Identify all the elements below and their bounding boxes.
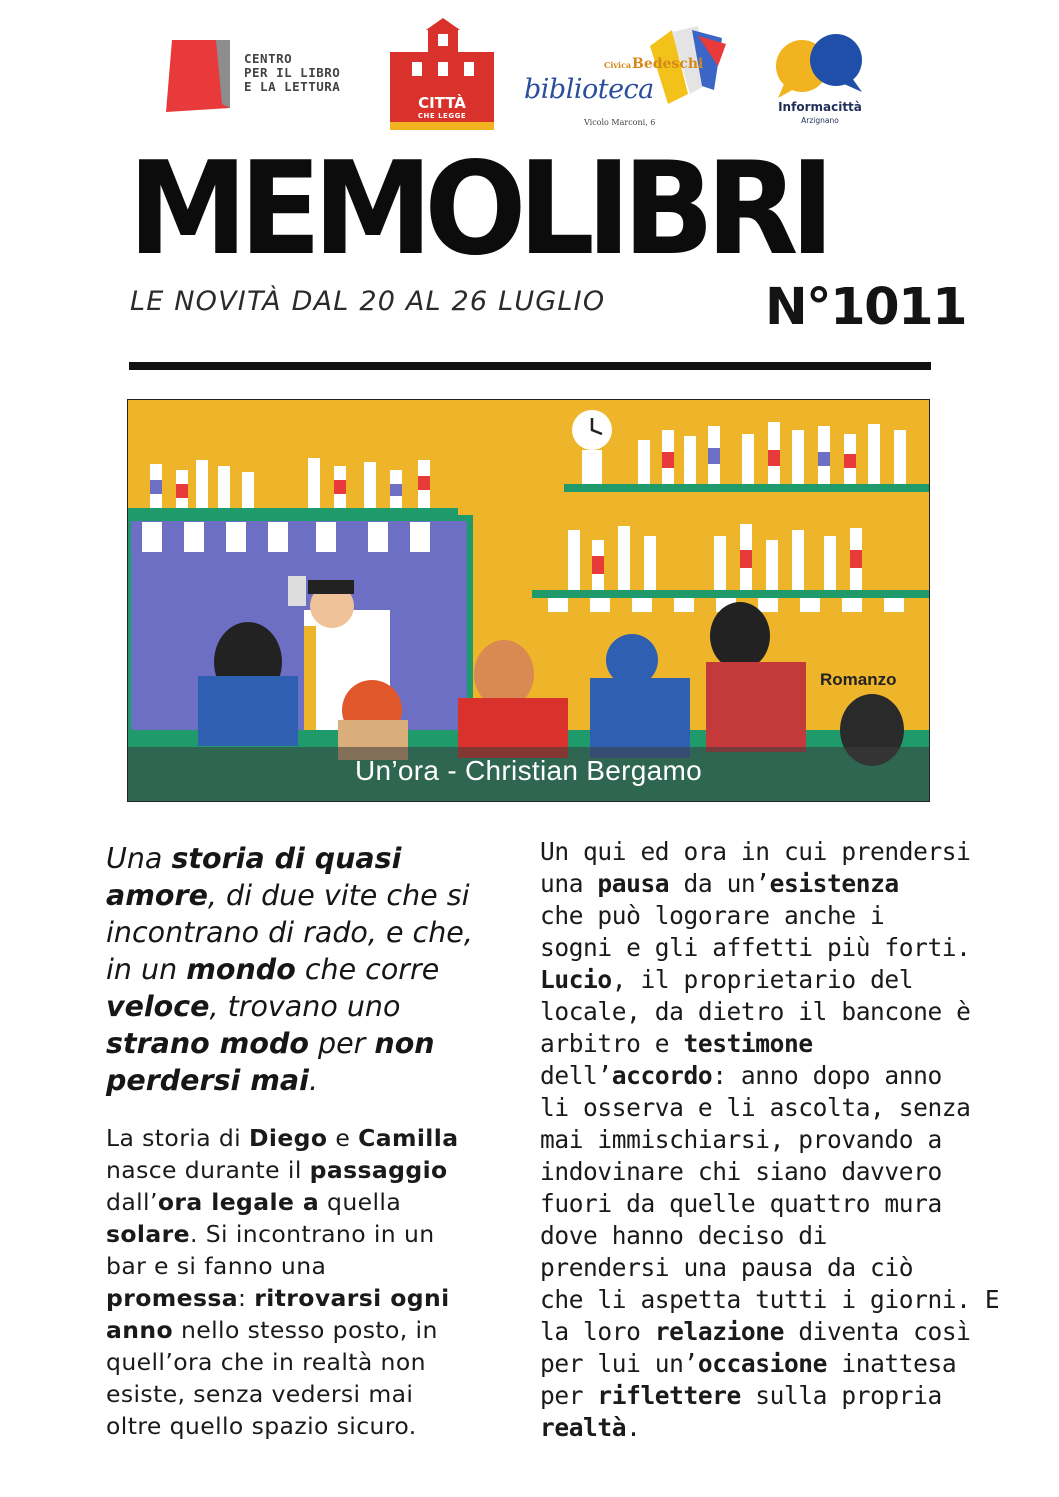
- body-text: nasce durante il: [106, 1156, 310, 1184]
- right-column-line: [540, 1380, 980, 1412]
- body-text: prendersi una pausa da ciò: [540, 1253, 914, 1282]
- left-column-line: [106, 1378, 526, 1410]
- right-column-line: [540, 1028, 980, 1060]
- right-column-line: [540, 1092, 980, 1124]
- emphasis-text: Camilla: [358, 1124, 459, 1152]
- logo-biblioteca-bedeschi: [522, 24, 732, 132]
- emphasis-text: amore: [106, 879, 208, 912]
- left-column-line: [106, 1314, 526, 1346]
- logo-info-name: Informacittà: [778, 100, 862, 114]
- right-column-line: [540, 1284, 1000, 1316]
- body-text: per: [308, 1027, 375, 1060]
- emphasis-text: pausa: [597, 869, 670, 898]
- right-column-line: [540, 836, 980, 868]
- header-divider: [129, 362, 931, 370]
- emphasis-text: perdersi mai: [106, 1064, 309, 1097]
- body-text: sulla propria: [740, 1381, 942, 1410]
- emphasis-text: esistenza: [769, 869, 899, 898]
- body-text: quella: [319, 1188, 402, 1216]
- logo-cpl-line-3: E LA LETTURA: [244, 79, 341, 94]
- lead-line: [106, 951, 516, 988]
- body-text: :: [238, 1284, 255, 1312]
- right-column-line: [540, 964, 980, 996]
- speech-bubbles-icon: [766, 30, 874, 100]
- body-text: fuori da quelle quattro mura: [540, 1189, 942, 1218]
- synopsis-right-column: [540, 836, 1000, 1444]
- logo-ccl-label: CITTÀ: [418, 94, 466, 112]
- right-column-line: [540, 1252, 980, 1284]
- logo-bib-small: Civica: [604, 60, 632, 70]
- lead-paragraph: [106, 840, 516, 1099]
- right-column-line: [540, 1060, 980, 1092]
- left-column-line: [106, 1346, 526, 1378]
- book-caption: Un’ora - Christian Bergamo: [354, 755, 703, 786]
- logo-centro-per-il-libro: [166, 38, 376, 114]
- logo-citta-che-legge: [388, 18, 496, 130]
- logo-cpl-line-1: CENTRO: [244, 51, 293, 66]
- left-column-line: [106, 1218, 526, 1250]
- body-text: , di due vite che si: [207, 879, 470, 912]
- body-text: per: [540, 1381, 598, 1410]
- emphasis-text: realtà: [540, 1413, 627, 1442]
- body-text: dove hanno deciso di: [540, 1221, 828, 1250]
- body-text: e: [327, 1124, 359, 1152]
- body-text: .: [626, 1413, 641, 1442]
- logo-bib-name: Bedeschi: [632, 56, 704, 72]
- body-text: indovinare chi siano davvero: [540, 1157, 942, 1186]
- body-text: dell’: [540, 1061, 612, 1090]
- body-text: mai immischiarsi, provando a: [540, 1125, 942, 1154]
- issue-subtitle: LE NOVITÀ DAL 20 AL 26 LUGLIO: [130, 286, 606, 317]
- left-column-line: [106, 1122, 526, 1154]
- left-column-line: [106, 1186, 526, 1218]
- right-column-line: [540, 1316, 980, 1348]
- right-column-line: [540, 996, 980, 1028]
- emphasis-text: strano modo: [106, 1027, 309, 1060]
- right-column-line: [540, 1348, 980, 1380]
- logo-cpl-line-2: PER IL LIBRO: [244, 65, 341, 80]
- emphasis-text: promessa: [106, 1284, 239, 1312]
- centro-libro-mark-icon: [166, 38, 230, 114]
- left-column-line: [106, 1250, 526, 1282]
- emphasis-text: mondo: [186, 953, 296, 986]
- body-text: oltre quello spazio sicuro.: [106, 1412, 417, 1440]
- lead-line: [106, 877, 516, 914]
- emphasis-text: occasione: [697, 1349, 828, 1378]
- emphasis-text: passaggio: [309, 1156, 448, 1184]
- logo-ccl-sub: CHE LEGGE: [417, 112, 467, 120]
- emphasis-text: solare: [106, 1220, 190, 1248]
- body-text: nello stesso posto, in: [173, 1316, 438, 1344]
- emphasis-text: non: [374, 1027, 435, 1060]
- body-text: sogni e gli affetti più forti.: [540, 933, 971, 962]
- body-text: La storia di: [106, 1124, 249, 1152]
- emphasis-text: veloce: [106, 990, 210, 1023]
- body-text: arbitro e: [540, 1029, 684, 1058]
- body-text: che può logorare anche i: [540, 901, 885, 930]
- body-text: la loro: [540, 1317, 655, 1346]
- body-text: inattesa: [827, 1349, 957, 1378]
- body-text: locale, da dietro il bancone è: [540, 997, 971, 1026]
- body-text: per lui un’: [540, 1349, 698, 1378]
- left-column-line: [106, 1410, 526, 1442]
- right-column-line: [540, 1188, 980, 1220]
- body-text: , il proprietario del: [611, 965, 914, 994]
- body-text: diventa così: [783, 1317, 971, 1346]
- bar-scene-illustration: [128, 400, 929, 801]
- body-text: , trovano uno: [209, 990, 401, 1023]
- body-text: una: [540, 869, 598, 898]
- body-text: li osserva e li ascolta, senza: [540, 1093, 971, 1122]
- lead-line: [106, 840, 516, 877]
- emphasis-text: accordo: [611, 1061, 713, 1090]
- lead-line: [106, 914, 516, 951]
- lead-line: [106, 1062, 516, 1099]
- body-text: .: [308, 1064, 318, 1097]
- body-text: Una: [106, 842, 172, 875]
- lead-line: [106, 1025, 516, 1062]
- emphasis-text: Lucio: [540, 965, 612, 994]
- emphasis-text: storia di quasi: [171, 842, 402, 875]
- synopsis-left-column: [106, 1122, 526, 1442]
- body-text: in un: [106, 953, 187, 986]
- emphasis-text: relazione: [654, 1317, 784, 1346]
- emphasis-text: riflettere: [597, 1381, 741, 1410]
- emphasis-text: ora legale a: [157, 1188, 320, 1216]
- right-column-line: [540, 900, 980, 932]
- emphasis-text: testimone: [683, 1029, 813, 1058]
- body-text: incontrano di rado, e che,: [106, 916, 473, 949]
- body-text: che li aspetta tutti i giorni. E: [540, 1285, 1000, 1314]
- left-column-line: [106, 1154, 526, 1186]
- emphasis-text: Diego: [248, 1124, 328, 1152]
- left-column-line: [106, 1282, 526, 1314]
- book-cover-illustration: [127, 399, 930, 802]
- right-column-line: [540, 868, 980, 900]
- body-text: Un qui ed ora in cui prendersi: [540, 837, 971, 866]
- masthead-title: MEMOLIBRI: [128, 135, 827, 284]
- genre-tag: Romanzo: [820, 670, 897, 689]
- emphasis-text: ritrovarsi ogni: [254, 1284, 450, 1312]
- body-text: che corre: [295, 953, 440, 986]
- logo-bib-address: Vicolo Marconi, 6: [584, 118, 656, 127]
- body-text: esiste, senza vedersi mai: [106, 1380, 414, 1408]
- emphasis-text: anno: [106, 1316, 174, 1344]
- body-text: : anno dopo anno: [712, 1061, 942, 1090]
- right-column-line: [540, 1156, 980, 1188]
- body-text: dall’: [106, 1188, 158, 1216]
- right-column-line: [540, 1412, 980, 1444]
- logo-bib-word: biblioteca: [524, 74, 654, 105]
- right-column-line: [540, 1220, 980, 1252]
- logo-info-sub: Arzignano: [801, 116, 839, 125]
- issue-number: N°1011: [765, 278, 967, 337]
- body-text: quell’ora che in realtà non: [106, 1348, 426, 1376]
- right-column-line: [540, 932, 980, 964]
- logo-informacitta: [766, 30, 874, 130]
- body-text: da un’: [669, 869, 770, 898]
- body-text: bar e si fanno una: [106, 1252, 327, 1280]
- lead-line: [106, 988, 516, 1025]
- body-text: . Si incontrano in un: [189, 1220, 435, 1248]
- right-column-line: [540, 1124, 980, 1156]
